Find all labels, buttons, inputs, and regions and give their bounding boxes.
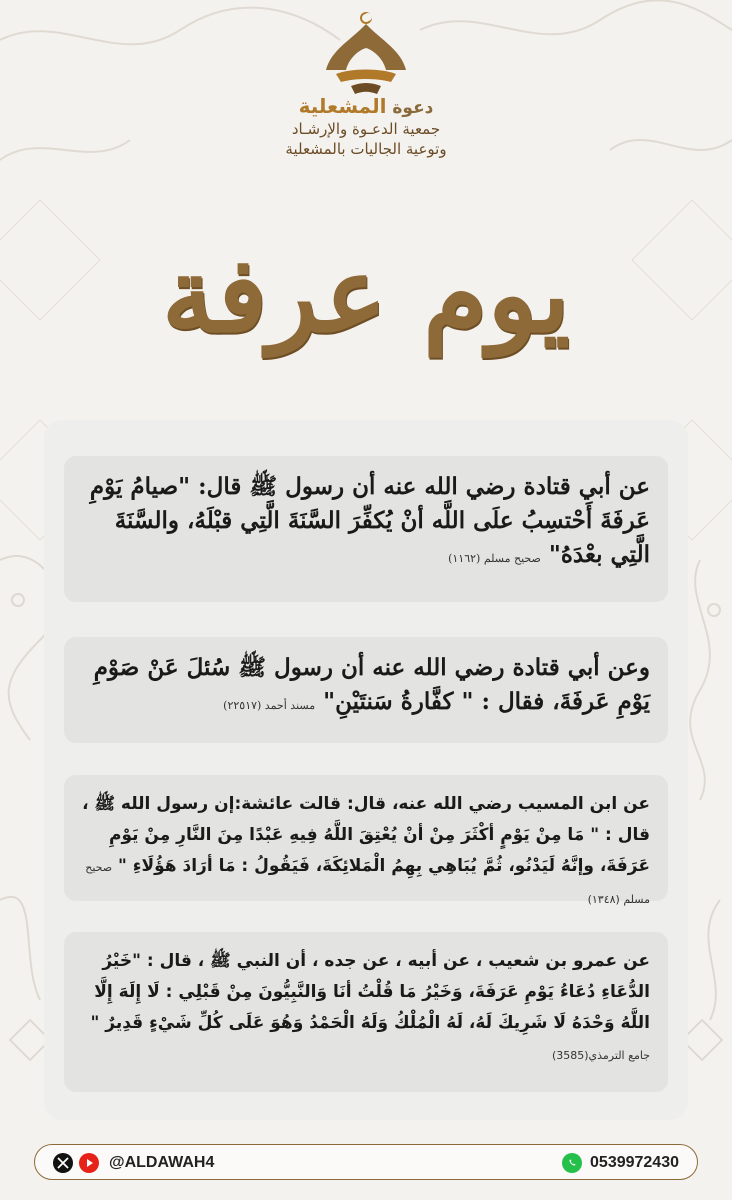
hadith-source: مسند أحمد (٢٢٥١٧) [223,699,316,712]
hadith-source: صحيح مسلم (١١٦٢) [448,552,541,565]
contact-footer [34,1144,698,1180]
hadith-text: عن ابن المسيب رضي الله عنه، قال: قالت عائشة:إن رسول الله ﷺ ، قال : " مَا مِنْ يَوْمٍ أكْثَرَ مِنْ أنْ يُعْتِقَ اللَّهُ فِيهِ عَبْدًا مِنَ النَّارِ مِنْ يَوْمِ عَرَفَةَ، وإنَّهُ لَيَدْنُو، ثُمَّ يُبَاهِي بِهِمُ الْمَلائِكَةَ، فَيَقُولُ : مَا أرَادَ هَؤُلَاءِ " صحيح مسلم (١٣٤٨) [82,794,650,906]
social-handle[interactable]: @ALDAWAH4 [109,1154,215,1171]
hadith-card-2 [64,637,668,743]
logo-line-3: وتوعية الجاليات بالمشعلية [285,140,447,158]
hadith-text: عن عمرو بن شعيب ، عن أبيه ، عن جده ، أن النبي ﷺ ، قال : "خَيْرُ الدُّعَاءِ دُعَاءُ يَوْمِ عَرَفَةَ، وَخَيْرُ مَا قُلْتُ أنَا وَالنَّبِيُّونَ مِنْ قَبْلِي : لَا إِلَهَ إِلَّا اللَّهُ وَحْدَهُ لَا شَرِيكَ لَهُ، لَهُ الْمُلْكُ وَلَهُ الْحَمْدُ وَهُوَ عَلَى كُلِّ شَيْءٍ قَدِيرٌ " جامع الترمذي(3585) [90,951,650,1062]
title-text: يوم عرفة [161,233,571,356]
hadith-source: صحيح مسلم (١٣٤٨) [85,861,650,906]
hadith-card-1 [64,456,668,602]
phone-number[interactable]: 0539972430 [590,1154,679,1171]
youtube-icon[interactable] [79,1153,99,1173]
hadith-text: وعن أبي قتادة رضي الله عنه أن رسول ﷺ سُئلَ عَنْ صَوْمِ يَوْمِ عَرفَةَ، فقال : " كفَّارةُ سَنتَيْنِ" مسند أحمد (٢٢٥١٧) [93,654,650,715]
page-title [150,195,582,395]
hadith-card-4 [64,932,668,1092]
x-icon[interactable] [53,1153,73,1173]
hadith-source: جامع الترمذي(3585) [551,1049,650,1062]
mosque-dome-icon [311,10,421,98]
whatsapp-icon[interactable] [562,1153,582,1173]
hadith-card-3 [64,775,668,906]
logo-line-1: دعوة المشعلية [298,94,434,118]
hadith-text: عن أبي قتادة رضي الله عنه أن رسول ﷺ قال: "صيامُ يَوْمِ عَرفَةَ أَحْتسِبُ علَى اللَّه أنْ يُكفِّرَ السَّنَةَ الَّتِي قبْلَهُ، والسَّنَةَ الَّتِي بعْدَهُ" صحيح مسلم (١١٦٢) [89,473,650,568]
organization-logo [266,10,466,200]
logo-line-2: جمعية الدعـوة والإرشـاد [291,120,441,138]
